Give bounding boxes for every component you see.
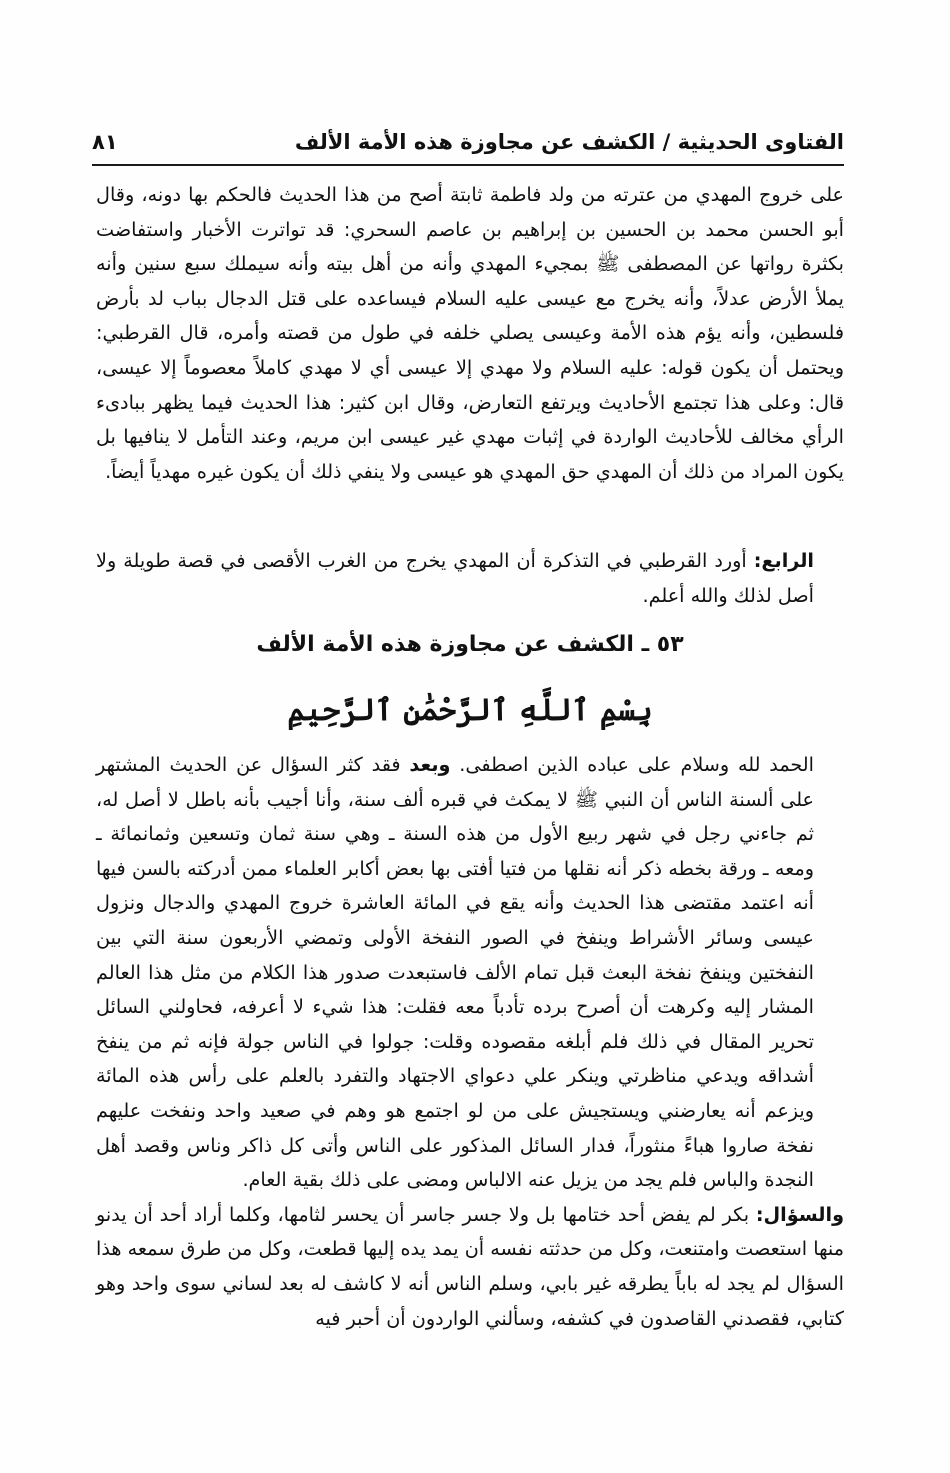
section-heading: ٥٣ ـ الكشف عن مجاوزة هذه الأمة الألف (256, 632, 684, 657)
paragraph-body: فقد كثر السؤال عن الحديث المشتهر على ألسنة الناس أن النبي ﷺ لا يمكث في قبره ألف سنة، وأنا أجيب بأنه باطل لا أصل له، ثم جاءني رجل في شهر ربيع الأول من هذه السنة ـ وهي سنة ثمان وتسعين وثمانمائة ـ ومعه ـ ورقة بخطه ذكر أنه نقلها من فتيا أفتى بها بعض أكابر العلماء ممن أدركته بالسن فيها أنه اعتمد مقتضى هذا الحديث وأنه يقع في المائة العاشرة خروج المهدي والدجال ونزول عيسى وسائر الأشراط وينفخ في الصور النفخة الأولى وتمضي الأربعون سنة التي بين النفختين وينفخ نفخة البعث قبل تمام الألف فاستبعدت صدور هذا الكلام من مثل هذا العالم المشار إليه وكرهت أن أصرح برده تأدباً معه فقلت: هذا شيء لا أعرفه، فحاولني السائل تحرير المقال في ذلك فلم أبلغه مقصوده وقلت: جولوا في الناس جولة فإنه ثم من ينفخ أشداقه ويدعي مناظرتي وينكر علي دعواي الاجتهاد والتفرد بالعلم على رأس هذه المائة ويزعم أنه يعارضني ويستجيش على من لو اجتمع هو وهم في صعيد واحد ونفخت عليهم نفخة صاروا هباءً منثوراً، فدار السائل المذكور على الناس وأتى كل ذاكر وناس وقصد أهل النجدة والباس فلم يجد من يزيل عنه الالباس ومضى على ذلك بقية العام. (96, 753, 814, 1192)
paragraph-lead: الرابع: (753, 549, 814, 572)
paragraph-lead: والسؤال: (755, 1202, 844, 1226)
paragraph-question (96, 1198, 844, 1336)
paragraph-body: الحمد لله وسلام على عباده الذين اصطفى. (450, 753, 814, 776)
paragraph-body: بكر لم يفض أحد ختامها بل ولا جسر جاسر أن يحسر لثامها، وكلما أراد أحد أن يدنو منها استعصت وامتنعت، وكل من حدثته نفسه أن يمد يده إليها قطعت، وكل من طرق سمعه هذا السؤال لم يجد له باباً يطرقه غير بابي، وسلم الناس أنه لا كاشف له بعد لساني سوى واحد وهو كتابي، فقصدني القاصدون في كشفه، وسألني الواردون أن أحبر فيه (96, 1202, 844, 1330)
header-title: الفتاوى الحديثية / الكشف عن مجاوزة هذه الأمة الألف (294, 130, 844, 154)
basmala-calligraphy: بِسْمِ ٱللَّهِ ٱلرَّحْمَٰنِ ٱلرَّحِيمِ (287, 693, 653, 728)
paragraph-intro (96, 748, 844, 1198)
page-number: ٨١ (92, 130, 118, 154)
paragraph-text: على خروج المهدي من عترته من ولد فاطمة ثابتة أصح من هذا الحديث فالحكم بها دونه، وقال أبو الحسن محمد بن الحسين بن إبراهيم بن عاصم السحري: قد تواترت الأخبار واستفاضت بكثرة رواتها عن المصطفى ﷺ بمجيء المهدي وأنه من أهل بيته وأنه سيملك سبع سنين وأنه يملأ الأرض عدلاً، وأنه يخرج مع عيسى عليه السلام فيساعده على قتل الدجال بباب لد بأرض فلسطين، وأنه يؤم هذه الأمة وعيسى يصلي خلفه في طول من قصته وأمره، قال القرطبي: ويحتمل أن يكون قوله: عليه السلام ولا مهدي إلا عيسى أي لا مهدي كاملاً معصوماً إلا عيسى، قال: وعلى هذا تجتمع الأحاديث ويرتفع التعارض، وقال ابن كثير: هذا الحديث فيما يظهر ببادىء الرأي مخالف للأحاديث الواردة في إثبات مهدي غير عيسى ابن مريم، وعند التأمل لا ينافيها بل يكون المراد من ذلك أن المهدي حق المهدي هو عيسى ولا ينفي ذلك أن يكون غيره مهدياً أيضاً. (96, 183, 844, 483)
paragraph-body: أورد القرطبي في التذكرة أن المهدي يخرج من الغرب الأقصى في قصة طويلة ولا أصل لذلك والله أعلم. (96, 549, 814, 607)
paragraph-fourth-point (96, 544, 844, 613)
paragraph-mahdi-narrations (96, 178, 844, 489)
running-header (92, 124, 844, 166)
paragraph-lead: وبعد (409, 753, 451, 776)
paragraph-text (96, 544, 844, 613)
section-body (96, 748, 844, 1336)
